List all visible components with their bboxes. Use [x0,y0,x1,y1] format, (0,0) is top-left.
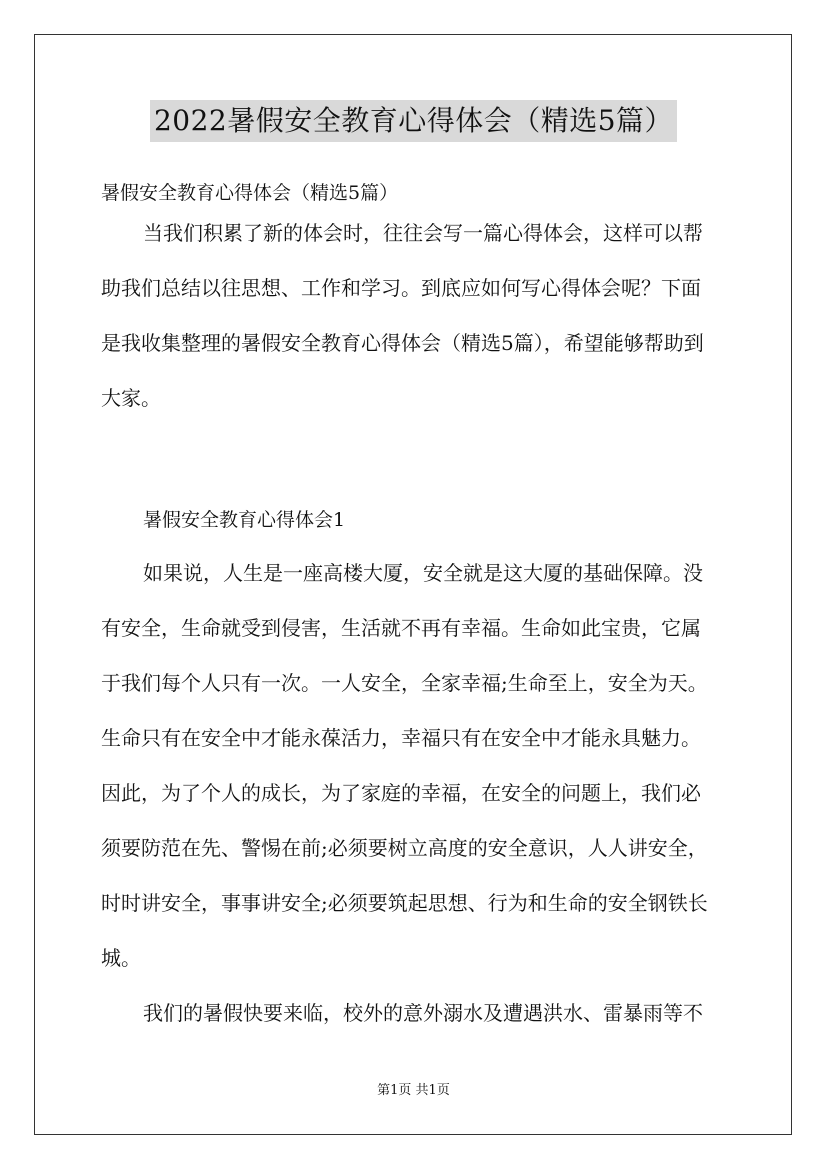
next-paragraph [101,986,741,1041]
section-heading: 暑假安全教育心得体会1 [143,509,346,531]
paragraph-line: 时时讲安全，事事讲安全;必须要筑起思想、行为和生命的安全钢铁长 [101,891,708,915]
paragraph-line: 生命只有在安全中才能永葆活力，幸福只有在安全中才能永具魅力。 [101,726,701,750]
document-subtitle: 暑假安全教育心得体会（精选5篇） [101,182,399,204]
paragraph-line: 当我们积累了新的体会时，往往会写一篇心得体会，这样可以帮 [143,221,703,245]
paragraph-line: 助我们总结以往思想、工作和学习。到底应如何写心得体会呢？下面 [101,276,701,300]
paragraph-line: 有安全，生命就受到侵害，生活就不再有幸福。生命如此宝贵，它属 [101,616,701,640]
paragraph-line: 城。 [101,946,141,970]
paragraph-line: 大家。 [101,386,161,410]
page-number-footer: 第1页 共1页 [377,1083,450,1098]
paragraph-line: 如果说，人生是一座高楼大厦，安全就是这大厦的基础保障。没 [143,561,703,585]
document-title: 2022暑假安全教育心得体会（精选5篇） [150,100,677,142]
paragraph-line: 于我们每个人只有一次。一人安全，全家幸福;生命至上，安全为天。 [101,671,708,695]
paragraph-line: 因此，为了个人的成长，为了家庭的幸福，在安全的问题上，我们必 [101,781,701,805]
paragraph-line: 我们的暑假快要来临，校外的意外溺水及遭遇洪水、雷暴雨等不 [143,1001,703,1025]
title-container [0,100,827,142]
paragraph-line: 须要防范在先、警惕在前;必须要树立高度的安全意识，人人讲安全， [101,836,708,860]
intro-paragraph [101,206,741,426]
section-paragraph [101,546,741,986]
paragraph-line: 是我收集整理的暑假安全教育心得体会（精选5篇），希望能够帮助到 [101,331,704,355]
